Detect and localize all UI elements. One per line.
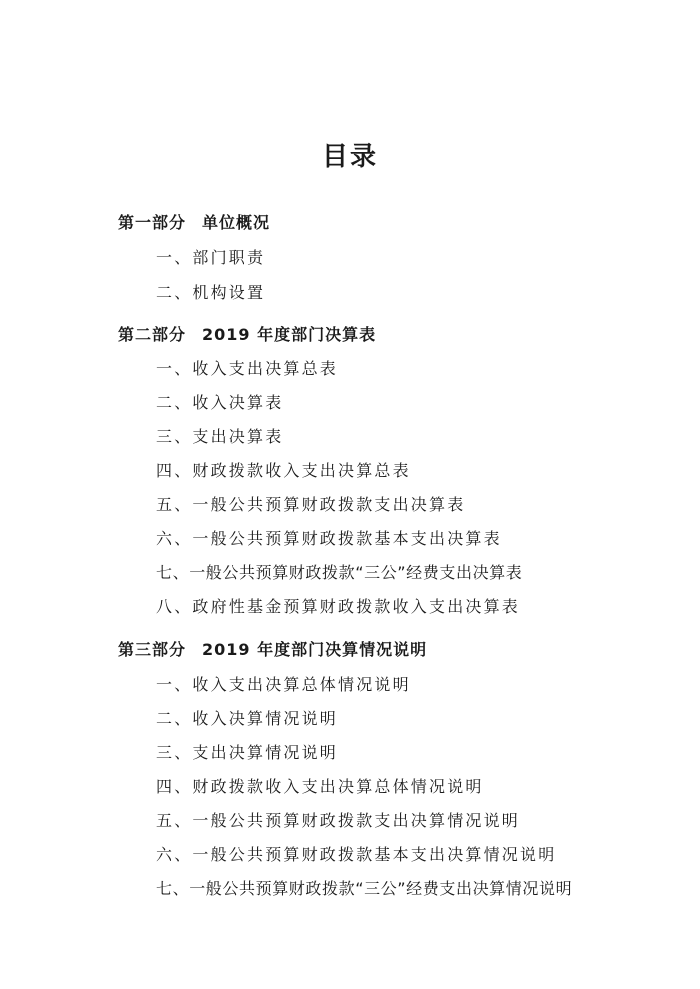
- section-label: 第一部分: [118, 213, 187, 232]
- toc-item: 三、支出决算情况说明: [156, 743, 339, 762]
- toc-item: 五、一般公共预算财政拨款支出决算情况说明: [156, 811, 521, 830]
- toc-item: 三、支出决算表: [156, 427, 284, 446]
- page-title: 目录: [321, 142, 378, 172]
- toc-item: 六、一般公共预算财政拨款基本支出决算表: [156, 529, 502, 548]
- section-label: 第二部分: [118, 325, 187, 344]
- toc-item: 四、财政拨款收入支出决算总体情况说明: [156, 777, 484, 796]
- toc-item: 二、机构设置: [156, 283, 266, 302]
- toc-item: 七、一般公共预算财政拨款“三公”经费支出决算情况说明: [156, 879, 573, 898]
- toc-section-3: [118, 640, 427, 660]
- toc-item: 四、财政拨款收入支出决算总表: [156, 461, 411, 480]
- toc-item: 二、收入决算情况说明: [156, 709, 339, 728]
- toc-section-1: [118, 213, 270, 233]
- toc-section-2: [118, 325, 376, 345]
- toc-item: 一、部门职责: [156, 248, 266, 267]
- section-heading: 2019 年度部门决算表: [202, 325, 377, 344]
- section-heading: 2019 年度部门决算情况说明: [202, 640, 428, 659]
- toc-item: 七、一般公共预算财政拨款“三公”经费支出决算表: [156, 563, 523, 582]
- toc-item: 二、收入决算表: [156, 393, 284, 412]
- toc-item: 八、政府性基金预算财政拨款收入支出决算表: [156, 597, 521, 616]
- toc-item: 五、一般公共预算财政拨款支出决算表: [156, 495, 466, 514]
- toc-item: 一、收入支出决算总表: [156, 359, 339, 378]
- toc-item: 一、收入支出决算总体情况说明: [156, 675, 411, 694]
- section-label: 第三部分: [118, 640, 187, 659]
- toc-item: 六、一般公共预算财政拨款基本支出决算情况说明: [156, 845, 557, 864]
- section-heading: 单位概况: [202, 213, 271, 232]
